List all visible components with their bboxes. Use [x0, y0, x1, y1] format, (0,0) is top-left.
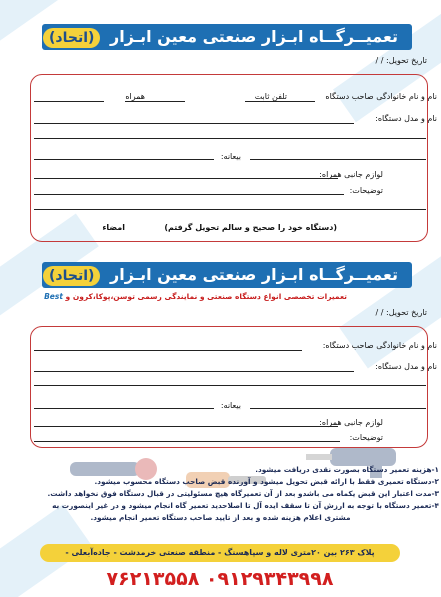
form1-deposit-line[interactable] — [34, 159, 214, 160]
form1-owner-label: نام و نام خانوادگی صاحب دستگاه — [325, 92, 437, 101]
form1-parts-line[interactable] — [34, 178, 338, 179]
form2-parts-line[interactable] — [34, 426, 338, 427]
form2-title-banner — [42, 262, 412, 288]
form1-mobile-line[interactable] — [34, 101, 104, 102]
form2-parts-label: لوازم جانبی همراه: — [319, 418, 383, 427]
form2-date-label: تاریخ تحویل: / / — [375, 308, 427, 317]
form1-desc-line[interactable] — [34, 194, 344, 195]
form2-desc-label: توضیحات: — [349, 433, 383, 442]
form1-title-banner — [42, 24, 412, 50]
form1-desc-label: توضیحات: — [349, 186, 383, 195]
form1-owner-line[interactable] — [245, 101, 315, 102]
form2-title: تعمیــرگــاه ابـزار صنعتی معین ابـزار — [110, 265, 398, 284]
form1-mobile-label: همراه — [125, 92, 145, 101]
term-item: ۳-مدت اعتبار این قبض یکماه می باشدو بعد از آن تعمیرگاه هیچ مسئولیتی در قبال دستگاه فوق نخواهد داشت. — [47, 489, 439, 498]
form2-desc-line[interactable] — [34, 441, 340, 442]
form1-date-label: تاریخ تحویل: / / — [375, 56, 427, 65]
form1-sign-label: امضاء — [102, 223, 125, 232]
form1-deposit-line-right[interactable] — [250, 159, 426, 160]
form2-model-line[interactable] — [34, 371, 354, 372]
form2-owner-line[interactable] — [34, 350, 302, 351]
form1-phone-line[interactable] — [125, 101, 185, 102]
form1-phone-label: تلفن ثابت — [254, 92, 287, 101]
form1-desc-line-2[interactable] — [34, 209, 426, 210]
term-item: ۲-دستگاه تعمیری فقط با ارائه قبض تحویل میشود و آورنده قبض صاحب دستگاه محسوب میشود. — [94, 477, 439, 486]
terms-list — [2, 464, 439, 524]
form1-title: تعمیــرگــاه ابـزار صنعتی معین ابـزار — [110, 27, 398, 46]
form2-model-label: نام و مدل دستگاه: — [375, 362, 437, 371]
term-item: ۴-تعمیر دستگاه با توجه به ارزش آن تا سقف ایده آل تا اصلاحدید تعمیر گاه انجام میشود و در غیر اینصورت به — [52, 501, 439, 510]
form2-deposit-label: بیعانه: — [220, 401, 241, 410]
form1-confirm-text: (دستگاه خود را صحیح و سالم تحویل گرفتم) — [164, 223, 337, 232]
best-logo: Best — [44, 292, 63, 301]
form2-badge: (اتحاد) — [43, 266, 100, 286]
form1-badge: (اتحاد) — [43, 28, 100, 48]
term-item: ۱-هزینه تعمیر دستگاه بصورت نقدی دریافت میشود. — [255, 465, 439, 474]
form1-line-2[interactable] — [34, 138, 426, 139]
phone-numbers: ۷۶۲۱۳۵۵۸ ۰۹۱۲۹۳۴۳۹۹۸ — [106, 568, 334, 590]
form1-model-line[interactable] — [34, 123, 354, 124]
form2-deposit-line-right[interactable] — [250, 408, 426, 409]
form2-subtitle — [44, 292, 347, 301]
form2-owner-label: نام و نام خانوادگی صاحب دستگاه: — [322, 341, 437, 350]
form2-deposit-line[interactable] — [34, 408, 214, 409]
form2-line-2[interactable] — [34, 385, 426, 386]
form1-parts-label: لوازم جانبی همراه: — [319, 170, 383, 179]
form1-model-label: نام و مدل دستگاه: — [375, 114, 437, 123]
term-item: مشتری اعلام هزینه شده و بعد از تایید صاحب دستگاه تعمیر انجام میشود. — [90, 513, 351, 522]
form2-subtitle-text: تعمیرات تخصصی انواع دستگاه صنعتی و نمایندگی رسمی توسن،پوکا،کرون و — [65, 292, 347, 301]
address-bar: پلاک ۲۶۳ بین ۲۰متری لاله و سپاهسنگ - منطقه صنعتی خرمدشت - جاده‌آبعلی - — [40, 544, 400, 562]
form1-deposit-label: بیعانه: — [220, 152, 241, 161]
